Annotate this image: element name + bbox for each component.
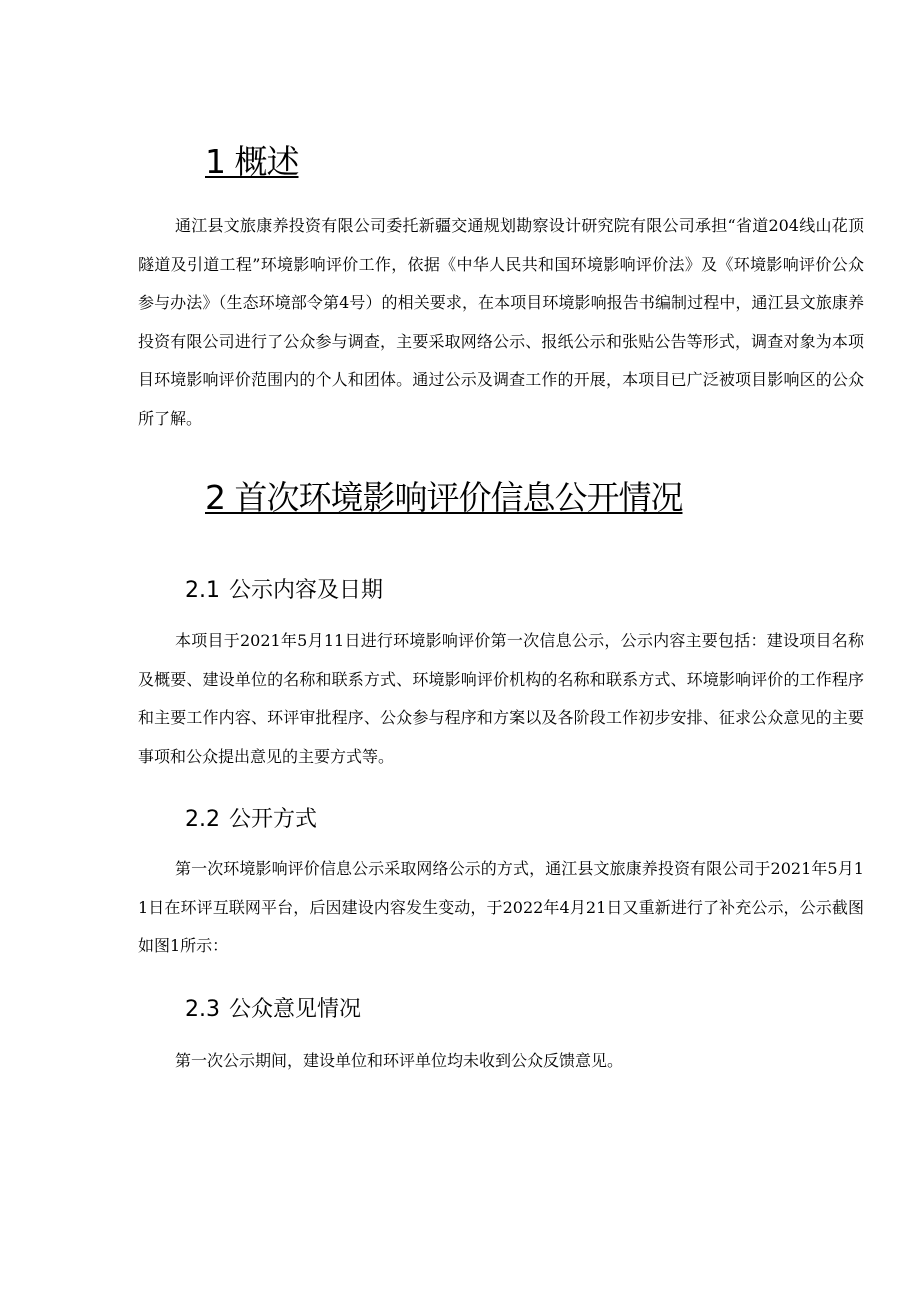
subsection-2-2-paragraph: 第一次环境影响评价信息公示采取网络公示的方式，通江县文旅康养投资有限公司于2021年5月11日在环评互联网平台，后因建设内容发生变动，于2022年4月21日又重新进行了补充公示，公示截图如图1所示：	[138, 859, 864, 955]
section-1-paragraph: 通江县文旅康养投资有限公司委托新疆交通规划勘察设计研究院有限公司承担“省道204线山花顶隧道及引道工程”环境影响评价工作，依据《中华人民共和国环境影响评价法》及《环境影响评价公众参与办法》（生态环境部令第4号）的相关要求，在本项目环境影响报告书编制过程中，通江县文旅康养投资有限公司进行了公众参与调查，主要采取网络公示、报纸公示和张贴公告等形式，调查对象为本项目环境影响评价范围内的个人和团体。通过公示及调查工作的开展，本项目已广泛被项目影响区的公众所了解。	[138, 216, 864, 428]
subsection-title: 公众意见情况	[229, 997, 362, 1022]
section-2-heading: 2 首次环境影响评价信息公开情况	[205, 478, 683, 517]
subsection-number: 2.1	[185, 578, 220, 603]
subsection-2-3-heading	[185, 996, 361, 1024]
subsection-number: 2.3	[185, 997, 220, 1022]
subsection-2-1-paragraph: 本项目于2021年5月11日进行环境影响评价第一次信息公示，公示内容主要包括：建设项目名称及概要、建设单位的名称和联系方式、环境影响评价机构的名称和联系方式、环境影响评价的工作程序和主要工作内容、环评审批程序、公众参与程序和方案以及各阶段工作初步安排、征求公众意见的主要事项和公众提出意见的主要方式等。	[138, 631, 864, 766]
subsection-2-3-paragraph: 第一次公示期间，建设单位和环评单位均未收到公众反馈意见。	[175, 1051, 624, 1070]
subsection-number: 2.2	[185, 807, 220, 832]
subsection-title: 公示内容及日期	[229, 578, 384, 603]
subsection-title: 公开方式	[229, 807, 318, 832]
subsection-2-2-heading	[185, 806, 317, 834]
section-1-heading: 1 概述	[205, 142, 299, 181]
subsection-2-1-heading	[185, 577, 383, 605]
